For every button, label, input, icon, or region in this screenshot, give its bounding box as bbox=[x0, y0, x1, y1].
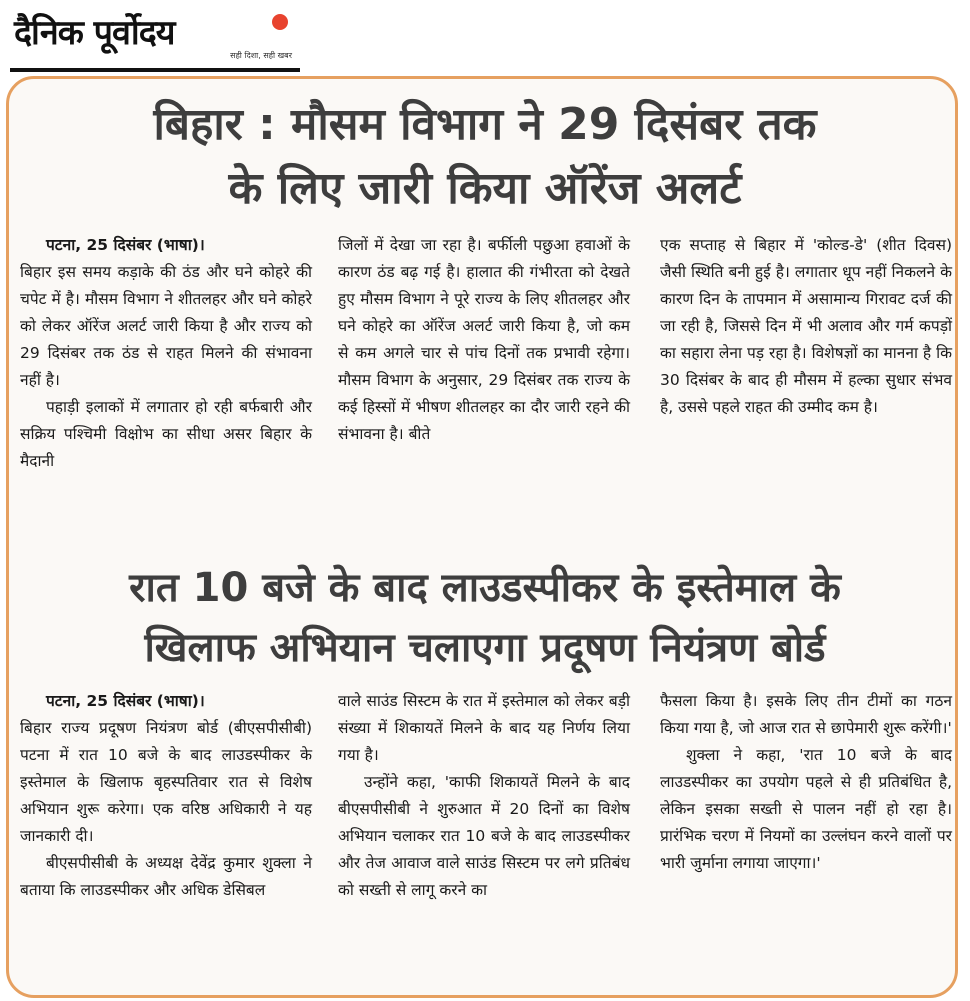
article2-paragraph: शुक्ला ने कहा, 'रात 10 बजे के बाद लाउडस्पीकर का उपयोग पहले से ही प्रतिबंधित है, लेकिन इसका सख्ती से पालन नहीं हो रहा है। प्रारंभिक चरण में नियमों का उल्लंघन करने वालों पर भारी जुर्माना लगाया जाएगा।' bbox=[660, 746, 952, 872]
article2-paragraph: वाले साउंड सिस्टम के रात में इस्तेमाल को लेकर बड़ी संख्या में शिकायतें मिलने के बाद यह निर्णय लिया गया है। bbox=[338, 692, 630, 764]
article2-paragraph: बिहार राज्य प्रदूषण नियंत्रण बोर्ड (बीएसपीसीबी) पटना में रात 10 बजे के बाद लाउडस्पीकर के इस्तेमाल के खिलाफ बृहस्पतिवार रात से विशेष अभियान शुरू करेगा। एक वरिष्ठ अधिकारी ने यह जानकारी दी। bbox=[20, 719, 312, 845]
article1-headline-line2: के लिए जारी किया ऑरेंज अलर्ट bbox=[228, 163, 742, 214]
article2-column-1 bbox=[20, 688, 312, 994]
article1-paragraph: पहाड़ी इलाकों में लगातार हो रही बर्फबारी और सक्रिय पश्चिमी विक्षोभ का सीधा असर बिहार के मैदानी bbox=[20, 398, 312, 470]
article1-dateline: पटना, 25 दिसंबर (भाषा)। bbox=[46, 236, 205, 254]
masthead bbox=[10, 6, 300, 70]
masthead-rule bbox=[10, 68, 300, 72]
newspaper-logo: दैनिक पूर्वोदय bbox=[14, 13, 175, 53]
article2-headline-line2: खिलाफ अभियान चलाएगा प्रदूषण नियंत्रण बोर्ड bbox=[144, 625, 826, 671]
article1-paragraph: बिहार इस समय कड़ाके की ठंड और घने कोहरे की चपेट में है। मौसम विभाग ने शीतलहर और घने कोहरे को लेकर ऑरेंज अलर्ट जारी किया है और राज्य को 29 दिसंबर तक ठंड से राहत मिलने की संभावना नहीं है। bbox=[20, 263, 312, 389]
tagline: सही दिशा, सही खबर bbox=[230, 51, 292, 60]
article1-column-2 bbox=[338, 232, 630, 544]
article2-headline-line1: रात 10 बजे के बाद लाउडस्पीकर के इस्तेमाल के bbox=[129, 565, 841, 611]
logo-dot-icon bbox=[272, 14, 288, 30]
article2-dateline: पटना, 25 दिसंबर (भाषा)। bbox=[46, 692, 205, 710]
article2-paragraph: फैसला किया है। इसके लिए तीन टीमों का गठन किया गया है, जो आज रात से छापेमारी शुरू करेंगी।' bbox=[660, 692, 952, 737]
article2-column-2 bbox=[338, 688, 630, 994]
article1-paragraph: एक सप्ताह से बिहार में 'कोल्ड-डे' (शीत दिवस) जैसी स्थिति बनी हुई है। लगातार धूप नहीं निकलने के कारण दिन के तापमान में असामान्य गिरावट दर्ज की जा रही है, जिससे दिन में भी अलाव और गर्म कपड़ों का सहारा लेना पड़ रहा है। विशेषज्ञों का मानना है कि 30 दिसंबर के बाद ही मौसम में हल्का सुधार संभव है, उससे पहले राहत की उम्मीद कम है। bbox=[660, 236, 952, 416]
article1-paragraph: जिलों में देखा जा रहा है। बर्फीली पछुआ हवाओं के कारण ठंड बढ़ गई है। हालात की गंभीरता को देखते हुए मौसम विभाग ने पूरे राज्य के लिए शीतलहर और घने कोहरे का ऑरेंज अलर्ट जारी किया है, जो कम से कम अगले चार से पांच दिनों तक प्रभावी रहेगा। मौसम विभाग के अनुसार, 29 दिसंबर तक राज्य के कई हिस्सों में भीषण शीतलहर का दौर जारी रहने की संभावना है। बीते bbox=[338, 236, 630, 443]
article1-column-3 bbox=[660, 232, 952, 544]
article1-column-1 bbox=[20, 232, 312, 544]
article2-paragraph: उन्होंने कहा, 'काफी शिकायतें मिलने के बाद बीएसपीसीबी ने शुरुआत में 20 दिनों का विशेष अभियान चलाकर रात 10 बजे के बाद लाउडस्पीकर और तेज आवाज वाले साउंड सिस्टम पर लगे प्रतिबंध को सख्ती से लागू करने का bbox=[338, 773, 630, 899]
article2-paragraph: बीएसपीसीबी के अध्यक्ष देवेंद्र कुमार शुक्ला ने बताया कि लाउडस्पीकर और अधिक डेसिबल bbox=[20, 854, 312, 899]
article2-column-3 bbox=[660, 688, 952, 994]
article1-headline-line1: बिहार : मौसम विभाग ने 29 दिसंबर तक bbox=[153, 99, 817, 150]
